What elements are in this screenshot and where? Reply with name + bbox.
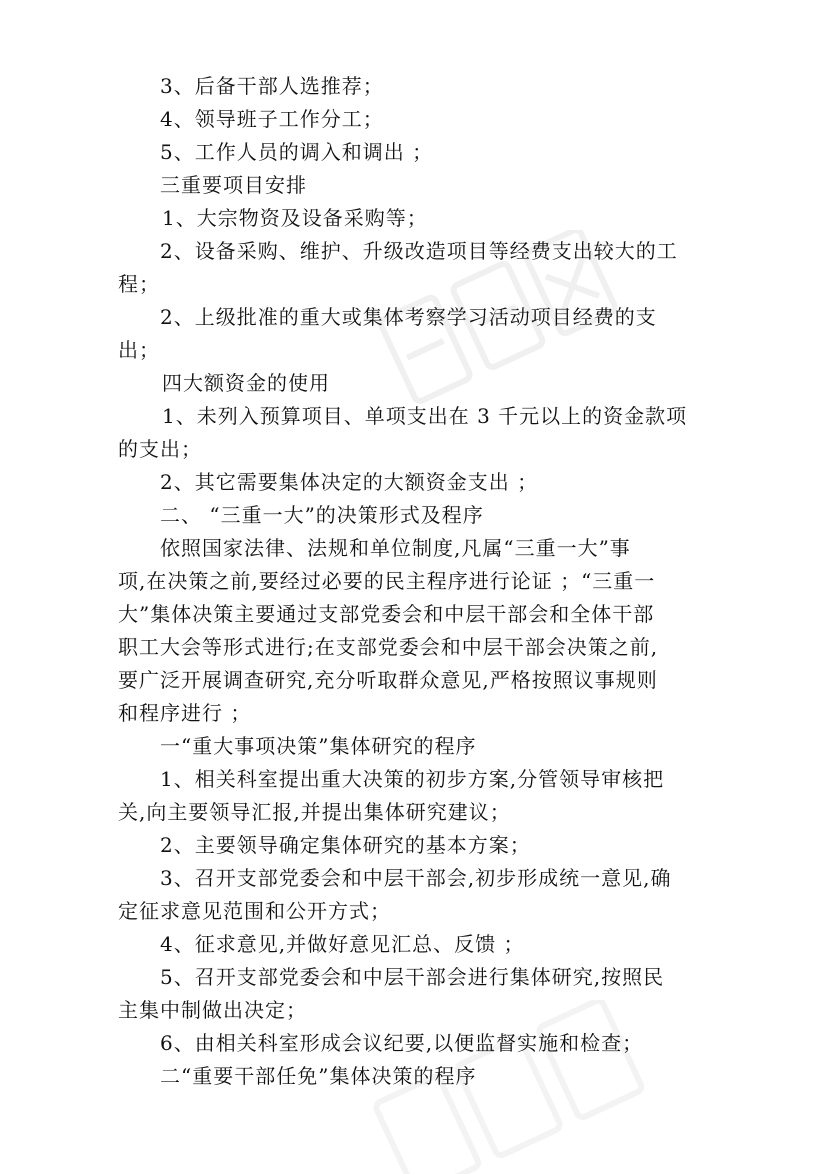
section-heading: 一“重大事项决策”集体研究的程序: [160, 734, 477, 758]
text-line: 定征求意见范围和公开方式；: [118, 899, 391, 923]
text-line: 大”集体决策主要通过支部党委会和中层干部会和全体干部: [118, 602, 655, 626]
text-line: 主集中制做出决定；: [118, 998, 307, 1022]
text-line: 5、工作人员的调入和调出 ；: [160, 140, 434, 164]
text-line: 要广泛开展调查研究,充分听取群众意见,严格按照议事规则: [118, 668, 658, 692]
text-line: 2、上级批准的重大或集体考察学习活动项目经费的支: [160, 305, 657, 329]
section-heading: 四大额资金的使用: [162, 371, 330, 395]
text-line: 和程序进行 ；: [118, 701, 252, 725]
text-line: 1、相关科室提出重大决策的初步方案,分管领导审核把: [160, 767, 665, 791]
text-line: 2、设备采购、维护、升级改造项目等经费支出较大的工: [160, 239, 678, 263]
text-line: 程；: [118, 272, 160, 296]
text-line: 出；: [118, 338, 160, 362]
text-line: 1、未列入预算项目、单项支出在 3 千元以上的资金款项: [162, 404, 688, 428]
section-heading: 二、 “三重一大”的决策形式及程序: [160, 503, 484, 527]
text-line: 6、由相关科室形成会议纪要,以便监督实施和检查；: [160, 1031, 644, 1055]
document-body: [118, 70, 698, 1093]
text-line: 关,向主要领导汇报,并提出集体研究建议；: [118, 800, 511, 824]
text-line: 4、征求意见,并做好意见汇总、反馈 ；: [160, 932, 525, 956]
text-line: 4、领导班子工作分工；: [160, 107, 384, 131]
text-line: 2、主要领导确定集体研究的基本方案；: [160, 833, 531, 857]
text-line: 1、大宗物资及设备采购等；: [162, 206, 428, 230]
text-line: 2、其它需要集体决定的大额资金支出 ；: [160, 470, 539, 494]
text-line: 项,在决策之前,要经过必要的民主程序进行论证 ；“三重一: [118, 569, 656, 593]
text-line: 5、召开支部党委会和中层干部会进行集体研究,按照民: [160, 965, 665, 989]
text-line: 3、后备干部人选推荐；: [160, 74, 384, 98]
text-line: 依照国家法律、法规和单位制度,凡属“三重一大”事: [160, 536, 631, 560]
section-heading: 二“重要干部任免”集体决策的程序: [160, 1064, 477, 1088]
text-line: 职工大会等形式进行;在支部党委会和中层干部会决策之前,: [118, 635, 659, 659]
section-heading: 三重要项目安排: [160, 173, 307, 197]
text-line: 3、召开支部党委会和中层干部会,初步形成统一意见,确: [160, 866, 672, 890]
text-line: 的支出；: [118, 437, 202, 461]
